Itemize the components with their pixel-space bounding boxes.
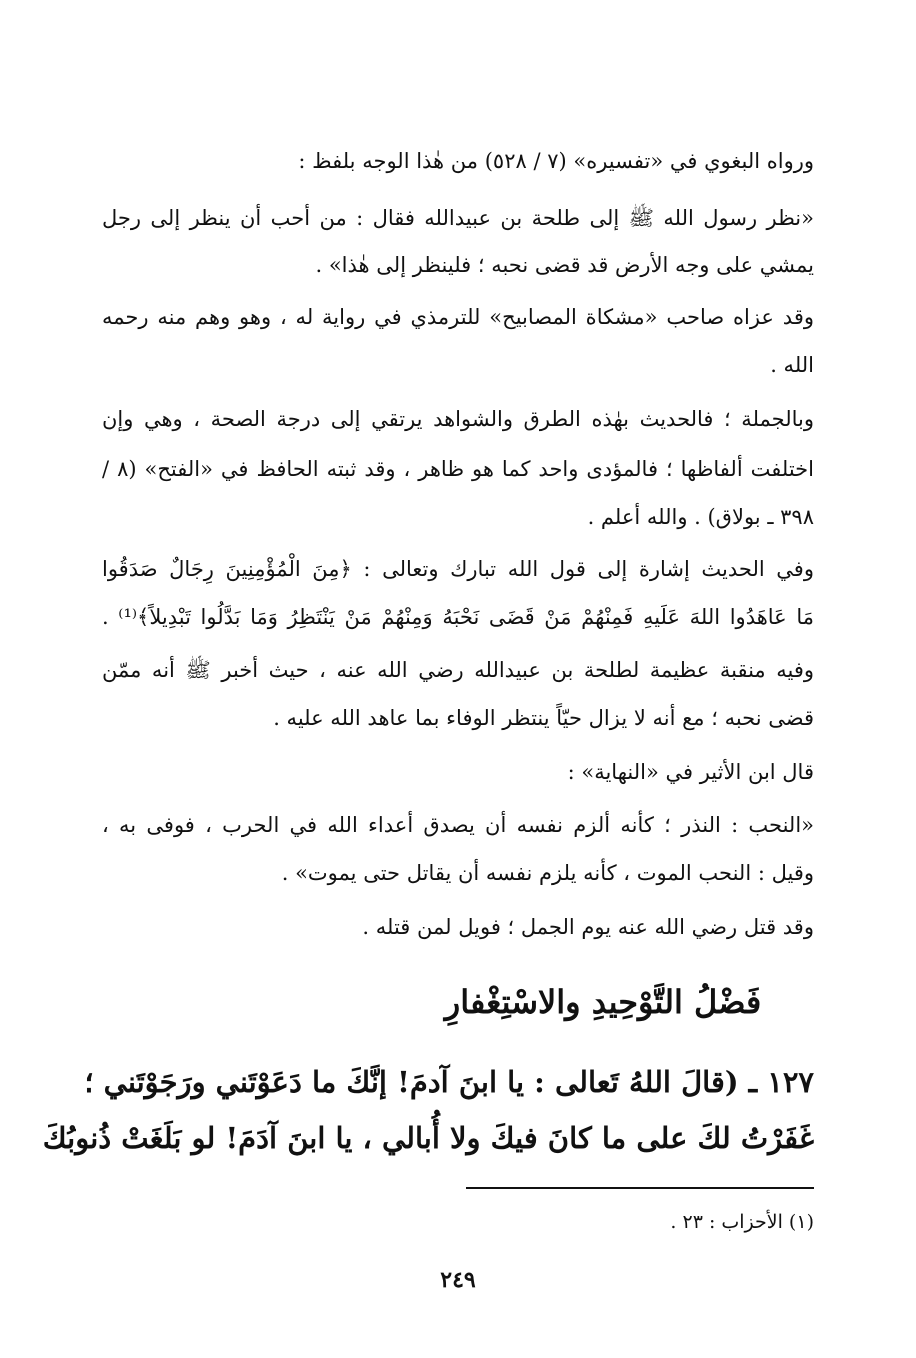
text-line-12: قضى نحبه ؛ مع أنه لا يزال حيّاً ينتظر الوفاء بما عاهد الله عليه . [273,706,814,730]
hadith-line-2: غَفَرْتُ لكَ على ما كانَ فيكَ ولا أُبالي ، يا ابنَ آدَمَ! لو بَلَغَتْ ذُنوبُكَ [42,1121,814,1155]
text-line-15: وقيل : النحب الموت ، كأنه يلزم نفسه أن يقاتل حتى يموت» . [281,861,814,885]
text-line-9: وفي الحديث إشارة إلى قول الله تبارك وتعالى : ﴿مِنَ الْمُؤْمِنِينَ رِجَالٌ صَدَقُوا [102,557,814,581]
text-line-5: الله . [770,353,814,377]
text-line-10: مَا عَاهَدُوا اللهَ عَلَيهِ فَمِنْهُمْ مَنْ قَضَى نَحْبَهُ وَمِنْهُمْ مَنْ يَنْتَظِرُ وَمَا بَدَّلُوا تَبْدِيلاً﴾⁽¹⁾ . [102,605,814,629]
text-line-14: «النحب : النذر ؛ كأنه ألزم نفسه أن يصدق أعداء الله في الحرب ، فوفى به ، [102,813,814,837]
text-line-4: وقد عزاه صاحب «مشكاة المصابيح» للترمذي في رواية له ، وهو وهم منه رحمه [102,305,814,329]
text-line-6: وبالجملة ؛ فالحديث بهٰذه الطرق والشواهد يرتقي إلى درجة الصحة ، وهي وإن [102,407,814,431]
text-line-11: وفيه منقبة عظيمة لطلحة بن عبيدالله رضي الله عنه ، حيث أخبر ﷺ أنه ممّن [102,658,814,682]
text-line-3: يمشي على وجه الأرض قد قضى نحبه ؛ فلينظر إلى هٰذا» . [315,253,814,277]
text-line-1: ورواه البغوي في «تفسيره» (٧ / ٥٢٨) من هٰذا الوجه بلفظ : [298,149,814,173]
text-line-13: قال ابن الأثير في «النهاية» : [567,760,814,784]
page-number: ٢٤٩ [440,1267,476,1293]
text-line-16: وقد قتل رضي الله عنه يوم الجمل ؛ فويل لمن قتله . [362,915,814,939]
text-line-8: ٣٩٨ ـ بولاق) . والله أعلم . [587,505,814,529]
hadith-line-1: ١٢٧ ـ (قالَ اللهُ تَعالى : يا ابنَ آدمَ! إنَّكَ ما دَعَوْتَني ورَجَوْتَني ؛ [84,1065,814,1099]
text-line-7: اختلفت ألفاظها ؛ فالمؤدى واحد كما هو ظاهر ، وقد ثبته الحافظ في «الفتح» (٨ / [102,457,814,481]
section-heading: فَضْلُ التَّوْحِيدِ والاسْتِغْفارِ [444,983,762,1021]
text-line-2: «نظر رسول الله ﷺ إلى طلحة بن عبيدالله فقال : من أحب أن ينظر إلى رجل [102,206,814,230]
footnote: (١) الأحزاب : ٢٣ . [670,1211,814,1233]
footnote-separator [466,1187,814,1189]
